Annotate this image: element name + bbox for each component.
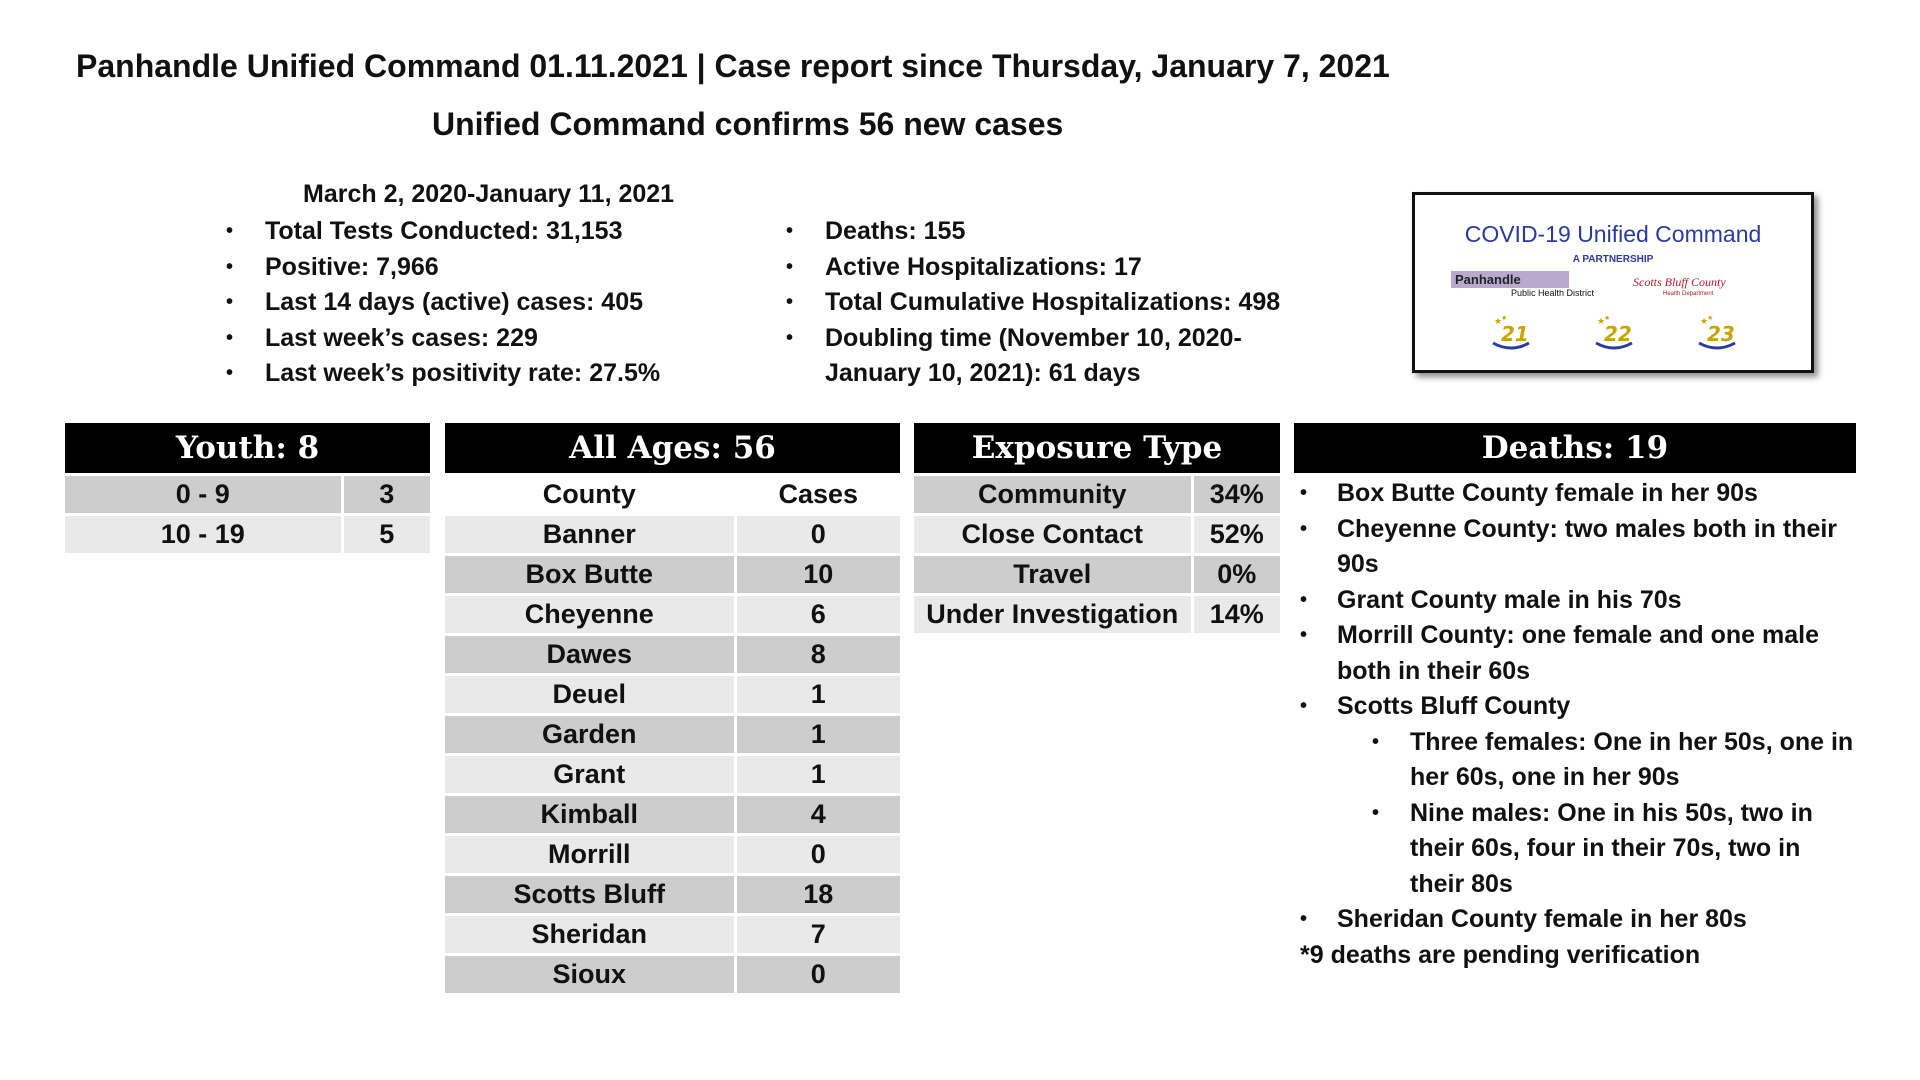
panhandle-sublabel: Public Health District <box>1511 288 1595 298</box>
table-row <box>914 515 1280 555</box>
scotts-bluff-logo: Scotts Bluff County <box>1633 275 1726 289</box>
table-row <box>445 835 900 875</box>
exposure-type-header: Exposure Type <box>914 423 1280 473</box>
district-22-number: 22 <box>1604 322 1632 346</box>
scotts-bluff-sublabel: Health Department <box>1663 291 1714 297</box>
exposure-percent: 52% <box>1192 515 1280 555</box>
county-name: Garden <box>445 715 735 755</box>
stat-last-week-cases: • Last week’s cases: 229 <box>226 321 660 357</box>
death-item: • Scotts Bluff County <box>1300 689 1860 725</box>
youth-count: 5 <box>342 515 430 555</box>
county-name: Sheridan <box>445 915 735 955</box>
deaths-header: Deaths: 19 <box>1294 423 1856 473</box>
table-header-row <box>445 476 900 515</box>
youth-count: 3 <box>342 476 430 515</box>
exposure-type: Close Contact <box>914 515 1192 555</box>
exposure-percent: 34% <box>1192 476 1280 515</box>
stat-active-hospitalizations: • Active Hospitalizations: 17 <box>786 250 1326 286</box>
svg-text:★: ★ <box>1501 315 1508 322</box>
death-item: • Box Butte County female in her 90s <box>1300 476 1860 512</box>
page-subtitle: Unified Command confirms 56 new cases <box>432 106 1064 142</box>
county-name: Morrill <box>445 835 735 875</box>
svg-text:★: ★ <box>1494 317 1503 327</box>
table-row <box>914 476 1280 515</box>
county-cases: 4 <box>735 795 900 835</box>
stat-positivity-rate: • Last week’s positivity rate: 27.5% <box>226 356 660 392</box>
scotts-bluff-deaths-sublist <box>1300 725 1860 903</box>
exposure-percent: 14% <box>1192 595 1280 635</box>
table-row <box>445 915 900 955</box>
county-name: Dawes <box>445 635 735 675</box>
report-period: March 2, 2020-January 11, 2021 <box>303 180 675 208</box>
stat-cumulative-hospitalizations: • Total Cumulative Hospitalizations: 498 <box>786 285 1326 321</box>
svg-text:★: ★ <box>1700 317 1709 327</box>
district-23-badge-icon <box>1693 315 1741 351</box>
table-row <box>445 955 900 995</box>
county-cases: 1 <box>735 715 900 755</box>
youth-range: 10 - 19 <box>65 515 342 555</box>
stat-doubling-time: • Doubling time (November 10, 2020-January 10, 2021): 61 days <box>786 321 1326 392</box>
panhandle-label: Panhandle <box>1451 271 1569 288</box>
county-cases: 1 <box>735 755 900 795</box>
district-23-number: 23 <box>1707 322 1735 346</box>
county-cases: 1 <box>735 675 900 715</box>
county-name: Sioux <box>445 955 735 995</box>
county-name: Banner <box>445 515 735 555</box>
county-cases: 0 <box>735 835 900 875</box>
svg-text:★: ★ <box>1597 317 1606 327</box>
exposure-type: Under Investigation <box>914 595 1192 635</box>
all-ages-table <box>445 476 900 996</box>
column-header-county: County <box>445 476 735 515</box>
death-item: • Cheyenne County: two males both in their 90s <box>1300 512 1860 583</box>
county-name: Grant <box>445 755 735 795</box>
youth-table <box>65 476 430 556</box>
table-row <box>914 595 1280 635</box>
table-row <box>445 755 900 795</box>
district-21-number: 21 <box>1501 322 1529 346</box>
table-row <box>445 595 900 635</box>
death-item: • Morrill County: one female and one male both in their 60s <box>1300 618 1860 689</box>
table-row <box>914 555 1280 595</box>
unified-command-logo <box>1412 192 1814 373</box>
table-row <box>445 635 900 675</box>
table-row <box>445 715 900 755</box>
exposure-type: Community <box>914 476 1192 515</box>
table-row <box>445 875 900 915</box>
exposure-table <box>914 476 1280 636</box>
svg-text:★: ★ <box>1707 315 1714 322</box>
county-cases: 0 <box>735 515 900 555</box>
column-header-cases: Cases <box>735 476 900 515</box>
table-row <box>65 476 430 515</box>
table-row <box>445 675 900 715</box>
county-cases: 18 <box>735 875 900 915</box>
all-ages-header: All Ages: 56 <box>445 423 900 473</box>
youth-range: 0 - 9 <box>65 476 342 515</box>
county-name: Scotts Bluff <box>445 875 735 915</box>
county-name: Box Butte <box>445 555 735 595</box>
death-subitem: • Three females: One in her 50s, one in her 60s, one in her 90s <box>1300 725 1860 796</box>
district-21-badge-icon <box>1487 315 1535 351</box>
stat-total-tests: • Total Tests Conducted: 31,153 <box>226 214 660 250</box>
summary-stats-left <box>226 214 660 392</box>
county-cases: 7 <box>735 915 900 955</box>
county-cases: 6 <box>735 595 900 635</box>
stat-active-cases: • Last 14 days (active) cases: 405 <box>226 285 660 321</box>
svg-text:★: ★ <box>1604 315 1611 322</box>
county-cases: 8 <box>735 635 900 675</box>
logo-partnership: A PARTNERSHIP <box>1572 254 1654 265</box>
youth-header: Youth: 8 <box>65 423 430 473</box>
death-subitem: • Nine males: One in his 50s, two in their 60s, four in their 70s, two in their 80s <box>1300 796 1860 903</box>
summary-stats-right <box>786 214 1326 392</box>
exposure-percent: 0% <box>1192 555 1280 595</box>
county-cases: 0 <box>735 955 900 995</box>
page-title: Panhandle Unified Command 01.11.2021 | Case report since Thursday, January 7, 2021 <box>76 48 1390 84</box>
county-name: Cheyenne <box>445 595 735 635</box>
table-row <box>445 795 900 835</box>
stat-positive: • Positive: 7,966 <box>226 250 660 286</box>
deaths-list <box>1300 476 1860 973</box>
death-item: • Grant County male in his 70s <box>1300 583 1860 619</box>
county-name: Kimball <box>445 795 735 835</box>
death-item: • Sheridan County female in her 80s <box>1300 902 1860 938</box>
county-name: Deuel <box>445 675 735 715</box>
stat-deaths: • Deaths: 155 <box>786 214 1326 250</box>
table-row <box>445 555 900 595</box>
panhandle-logo <box>1451 271 1611 298</box>
table-row <box>65 515 430 555</box>
deaths-pending-note: *9 deaths are pending verification <box>1300 940 1701 969</box>
district-22-badge-icon <box>1590 315 1638 351</box>
logo-title: COVID-19 Unified Command <box>1464 221 1762 247</box>
county-cases: 10 <box>735 555 900 595</box>
exposure-type: Travel <box>914 555 1192 595</box>
table-row <box>445 515 900 555</box>
